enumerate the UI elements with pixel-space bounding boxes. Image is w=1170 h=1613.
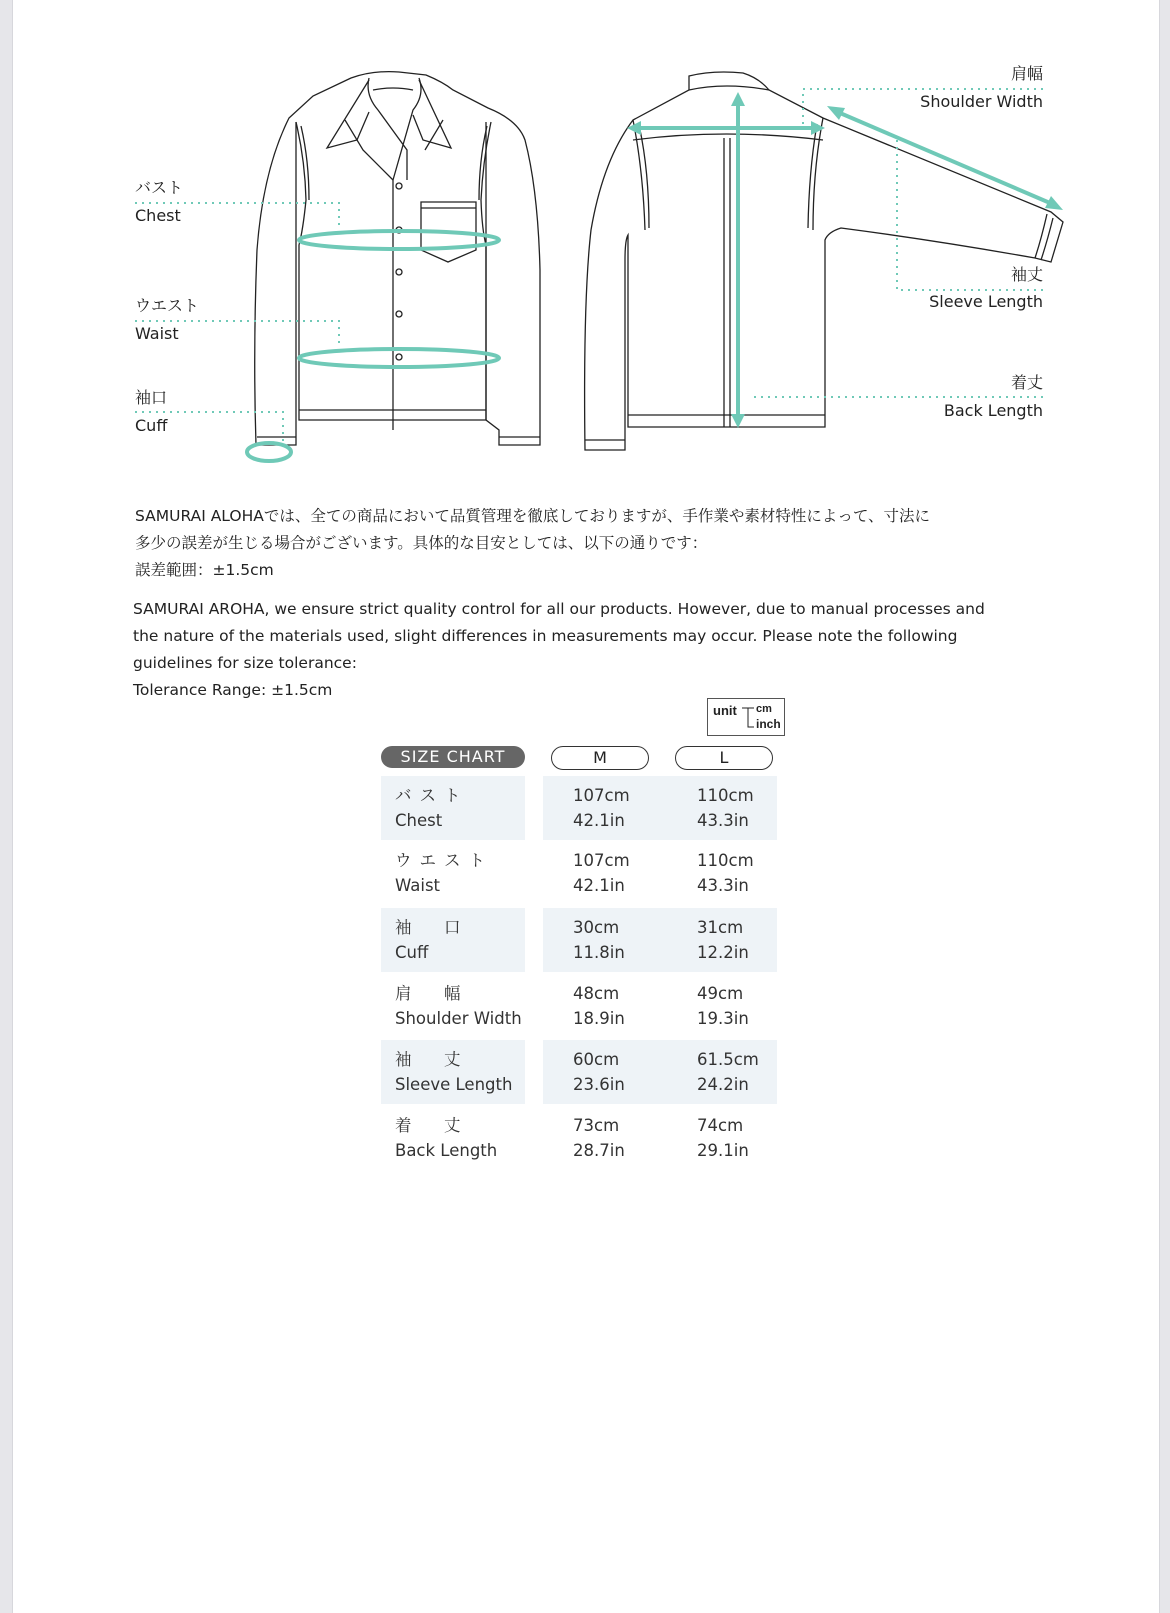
table-row-back-length <box>381 1106 777 1170</box>
cell-m-cm: 73cm <box>573 1116 620 1135</box>
chest-label-jp: バスト <box>135 178 184 197</box>
table-row-sleeve-length <box>381 1040 777 1104</box>
row-label-jp: ウエスト <box>395 851 493 870</box>
cell-m-in: 42.1in <box>573 811 625 830</box>
cell-l-in: 24.2in <box>697 1075 749 1094</box>
cuff-label-jp: 袖口 <box>135 388 168 407</box>
unit-inch: inch <box>756 717 781 731</box>
table-row-shoulder-width <box>381 974 777 1038</box>
unit-cm: cm <box>756 703 772 715</box>
cell-m-cm: 107cm <box>573 851 630 870</box>
cuff-label-en: Cuff <box>135 416 168 435</box>
row-label-jp: バスト <box>395 786 469 805</box>
cell-l-in: 19.3in <box>697 1009 749 1028</box>
table-row-waist <box>381 841 777 905</box>
measurement-marks <box>247 98 1057 461</box>
back-label-jp: 着丈 <box>1010 373 1043 392</box>
notice-en-line: guidelines for size tolerance: <box>133 654 357 672</box>
shoulder-label-en: Shoulder Width <box>920 92 1043 111</box>
cell-m-in: 18.9in <box>573 1009 625 1028</box>
notice-jp-tolerance: 誤差範囲：±1.5cm <box>135 561 274 579</box>
cell-m-in: 42.1in <box>573 876 625 895</box>
arrow-heads <box>627 92 1063 428</box>
size-header-m: M <box>551 746 649 770</box>
waist-measure-ellipse <box>299 349 499 367</box>
row-label-jp: 肩 幅 <box>395 984 469 1003</box>
notice-en-line: SAMURAI AROHA, we ensure strict quality control for all our products. However, due to manual processes and <box>133 600 985 618</box>
size-chart-title: SIZE CHART <box>381 746 525 768</box>
row-label-en: Back Length <box>395 1141 498 1160</box>
notice-jp-line: SAMURAI ALOHAでは、全ての商品において品質管理を徹底しておりますが、手作業や素材特性によって、寸法に <box>135 507 931 525</box>
row-label-en: Shoulder Width <box>395 1009 522 1028</box>
cell-m-cm: 48cm <box>573 984 620 1003</box>
sleeve-length-arrow <box>833 110 1057 206</box>
cell-l-in: 43.3in <box>697 876 749 895</box>
row-label-en: Sleeve Length <box>395 1075 513 1094</box>
cell-m-in: 28.7in <box>573 1141 625 1160</box>
row-label-en: Cuff <box>395 943 429 962</box>
size-header-l: L <box>675 746 773 770</box>
row-label-jp: 袖 丈 <box>395 1050 469 1069</box>
row-label-jp: 袖 口 <box>395 918 469 937</box>
cell-l-cm: 49cm <box>697 984 744 1003</box>
cell-l-cm: 110cm <box>697 851 754 870</box>
cell-m-cm: 107cm <box>573 786 630 805</box>
cell-l-cm: 74cm <box>697 1116 744 1135</box>
table-row-cuff <box>381 908 777 972</box>
cell-l-cm: 110cm <box>697 786 754 805</box>
notice-jp-line: 多少の誤差が生じる場合がございます。具体的な目安としては、以下の通りです： <box>135 534 708 552</box>
shirt-measurement-diagram <box>13 0 1159 470</box>
cell-l-cm: 61.5cm <box>697 1050 759 1069</box>
row-label-en: Chest <box>395 811 443 830</box>
cell-l-in: 12.2in <box>697 943 749 962</box>
back-label-en: Back Length <box>943 401 1043 420</box>
cell-m-in: 23.6in <box>573 1075 625 1094</box>
front-shirt-outline <box>255 72 540 445</box>
cell-l-cm: 31cm <box>697 918 744 937</box>
waist-label-en: Waist <box>135 324 179 343</box>
chest-label-en: Chest <box>135 206 181 225</box>
sleeve-label-jp: 袖丈 <box>1010 265 1043 284</box>
document-page <box>12 0 1160 1613</box>
unit-bracket-icon <box>742 707 756 731</box>
notice-jp <box>135 503 1055 584</box>
unit-legend <box>707 698 785 736</box>
cell-m-in: 11.8in <box>573 943 625 962</box>
table-row-chest <box>381 776 777 840</box>
unit-label: unit <box>713 703 737 718</box>
waist-label-jp: ウエスト <box>135 296 200 315</box>
notice-en-tolerance: Tolerance Range: ±1.5cm <box>133 681 333 699</box>
row-label-jp: 着 丈 <box>395 1116 469 1135</box>
cell-l-in: 43.3in <box>697 811 749 830</box>
shoulder-label-jp: 肩幅 <box>1010 64 1043 83</box>
notice-en <box>133 596 1053 704</box>
cell-m-cm: 60cm <box>573 1050 620 1069</box>
sleeve-label-en: Sleeve Length <box>929 292 1043 311</box>
notice-en-line: the nature of the materials used, slight differences in measurements may occur. Please note the following <box>133 627 958 645</box>
shirt-illustration <box>13 0 1159 470</box>
row-label-en: Waist <box>395 876 441 895</box>
cell-m-cm: 30cm <box>573 918 620 937</box>
cell-l-in: 29.1in <box>697 1141 749 1160</box>
cuff-measure-ellipse <box>247 443 291 461</box>
chest-measure-ellipse <box>299 231 499 249</box>
